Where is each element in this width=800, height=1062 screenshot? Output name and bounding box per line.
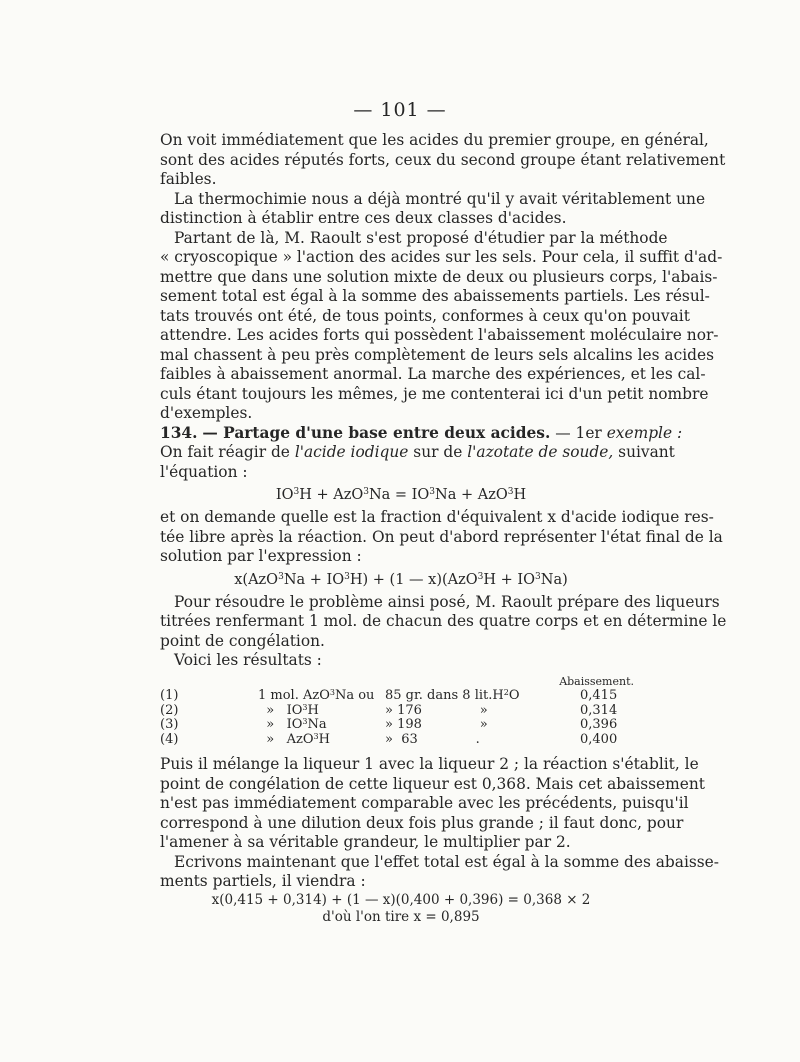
text-line: l'équation : bbox=[160, 462, 248, 481]
row-number: (1) bbox=[160, 688, 179, 703]
text-line: tats trouvés ont été, de tous points, conformes à ceux qu'on pouvait bbox=[160, 306, 690, 325]
text-line: titrées renfermant 1 mol. de chacun des quatre corps et en détermine le bbox=[160, 612, 727, 630]
text-line: n'est pas immédiatement comparable avec les précédents, puisqu'il bbox=[160, 794, 689, 812]
paragraph-8 bbox=[160, 755, 705, 853]
table-row bbox=[160, 689, 642, 704]
text-line: solution par l'expression : bbox=[160, 547, 362, 565]
italic-term: l'acide iodique bbox=[294, 443, 409, 461]
row-value: 0,415 bbox=[580, 688, 618, 703]
equation-1: $IO^3H + AzO^3Na = IO^3Na + AzO^3H$ bbox=[275, 487, 527, 503]
row-quantity: » 63 . bbox=[385, 731, 480, 747]
equation-4: d'où l'on tire x = 0,895 bbox=[322, 908, 480, 925]
paragraph-5 bbox=[160, 508, 723, 567]
text-line: mal chassent à peu près complètement de leurs sels alcalins les acides bbox=[160, 345, 714, 364]
row-quantity: » 198 » bbox=[385, 717, 488, 732]
row-value: 0,396 bbox=[580, 717, 618, 732]
row-number: (4) bbox=[160, 731, 179, 747]
table-row bbox=[160, 718, 642, 733]
text-line: l'amener à sa véritable grandeur, le multiplier par 2. bbox=[160, 833, 571, 851]
table-row bbox=[160, 704, 642, 719]
row-value: 0,400 bbox=[580, 731, 618, 747]
page-number: — 101 — bbox=[353, 99, 447, 121]
text-line: tée libre après la réaction. On peut d'abord représenter l'état final de la bbox=[160, 527, 723, 546]
text-line: sont des acides réputés forts, ceux du second groupe étant relativement bbox=[160, 150, 726, 169]
paragraph-6 bbox=[160, 592, 727, 652]
row-substance: » $IO^3Na$ bbox=[258, 717, 327, 732]
text-line: « cryoscopique » l'action des acides sur les sels. Pour cela, il suffit d'ad- bbox=[160, 248, 723, 266]
section-title: — Partage d'une base entre deux acides. bbox=[202, 423, 551, 442]
text-fragment: suivant bbox=[618, 443, 675, 461]
text-line: distinction à établir entre ces deux classes d'acides. bbox=[160, 209, 567, 227]
row-substance: 1 mol. AzO$^3$Na ou bbox=[258, 688, 375, 703]
section-number: 134. bbox=[160, 423, 198, 442]
row-quantity: » 176 » bbox=[385, 702, 488, 718]
text-line: faibles. bbox=[160, 170, 217, 188]
text-line: point de congélation. bbox=[160, 631, 325, 650]
row-substance: » AzO$^3$H bbox=[258, 731, 330, 747]
equation-3: x(0,415 + 0,314) + (1 — x)(0,400 + 0,396) = 0,368 × 2 bbox=[211, 891, 591, 908]
text-line: d'exemples. bbox=[160, 404, 253, 422]
text-line: Partant de là, M. Raoult s'est proposé d'étudier par la méthode bbox=[174, 228, 668, 247]
italic-term: l'azotate de soude, bbox=[467, 443, 614, 461]
text-fragment: sur de bbox=[413, 443, 463, 461]
text-line: Voici les résultats : bbox=[174, 651, 322, 669]
row-number: (3) bbox=[160, 717, 179, 732]
row-substance: » $IO^3H$ bbox=[258, 702, 319, 718]
text-line: On voit immédiatement que les acides du premier groupe, en général, bbox=[160, 131, 709, 149]
text-line: mettre que dans une solution mixte de deux ou plusieurs corps, l'abais- bbox=[160, 267, 718, 286]
text-line: Pour résoudre le problème ainsi posé, M. Raoult prépare des liqueurs bbox=[174, 592, 720, 611]
paragraph-1 bbox=[160, 131, 726, 190]
text-line: point de congélation de cette liqueur est 0,368. Mais cet abaissement bbox=[160, 774, 705, 793]
text-fragment: On fait réagir de bbox=[160, 443, 290, 461]
section-heading bbox=[160, 423, 683, 444]
paragraph-3 bbox=[160, 228, 723, 424]
text-line: ments partiels, il viendra : bbox=[160, 872, 366, 890]
text-line: Ecrivons maintenant que l'effet total est égal à la somme des abaisse- bbox=[174, 852, 719, 871]
section-after: — 1er bbox=[555, 423, 602, 442]
row-quantity: 85 gr. dans 8 $lit.H^2O$ bbox=[385, 688, 520, 703]
equation-2: $x(AzO^3Na + IO^3H) + (1$ — $x)(AzO^3H + IO^3Na)$ bbox=[234, 571, 568, 588]
text-line: culs étant toujours les mêmes, je me contenterai ici d'un petit nombre bbox=[160, 384, 709, 403]
text-line: La thermochimie nous a déjà montré qu'il y avait véritablement une bbox=[174, 189, 706, 208]
results-table bbox=[160, 675, 642, 748]
row-number: (2) bbox=[160, 702, 179, 718]
table-row bbox=[160, 733, 642, 748]
text-line: attendre. Les acides forts qui possèdent l'abaissement moléculaire nor- bbox=[160, 326, 719, 344]
paragraph-9 bbox=[160, 852, 719, 892]
paragraph-4 bbox=[160, 443, 675, 482]
text-line: correspond à une dilution deux fois plus grande ; il faut donc, pour bbox=[160, 813, 684, 832]
paragraph-7 bbox=[160, 651, 642, 671]
table-header: Abaissement. bbox=[559, 674, 634, 688]
text-line: sement total est égal à la somme des abaissements partiels. Les résul- bbox=[160, 287, 710, 305]
section-example: exemple : bbox=[606, 423, 683, 442]
text-line: faibles à abaissement anormal. La marche des expériences, et les cal- bbox=[160, 365, 706, 383]
text-line: et on demande quelle est la fraction d'équivalent x d'acide iodique res- bbox=[160, 508, 714, 526]
row-value: 0,314 bbox=[580, 702, 618, 718]
text-line: Puis il mélange la liqueur 1 avec la liqueur 2 ; la réaction s'établit, le bbox=[160, 755, 699, 773]
paragraph-2 bbox=[160, 189, 706, 229]
page-body bbox=[160, 131, 727, 926]
